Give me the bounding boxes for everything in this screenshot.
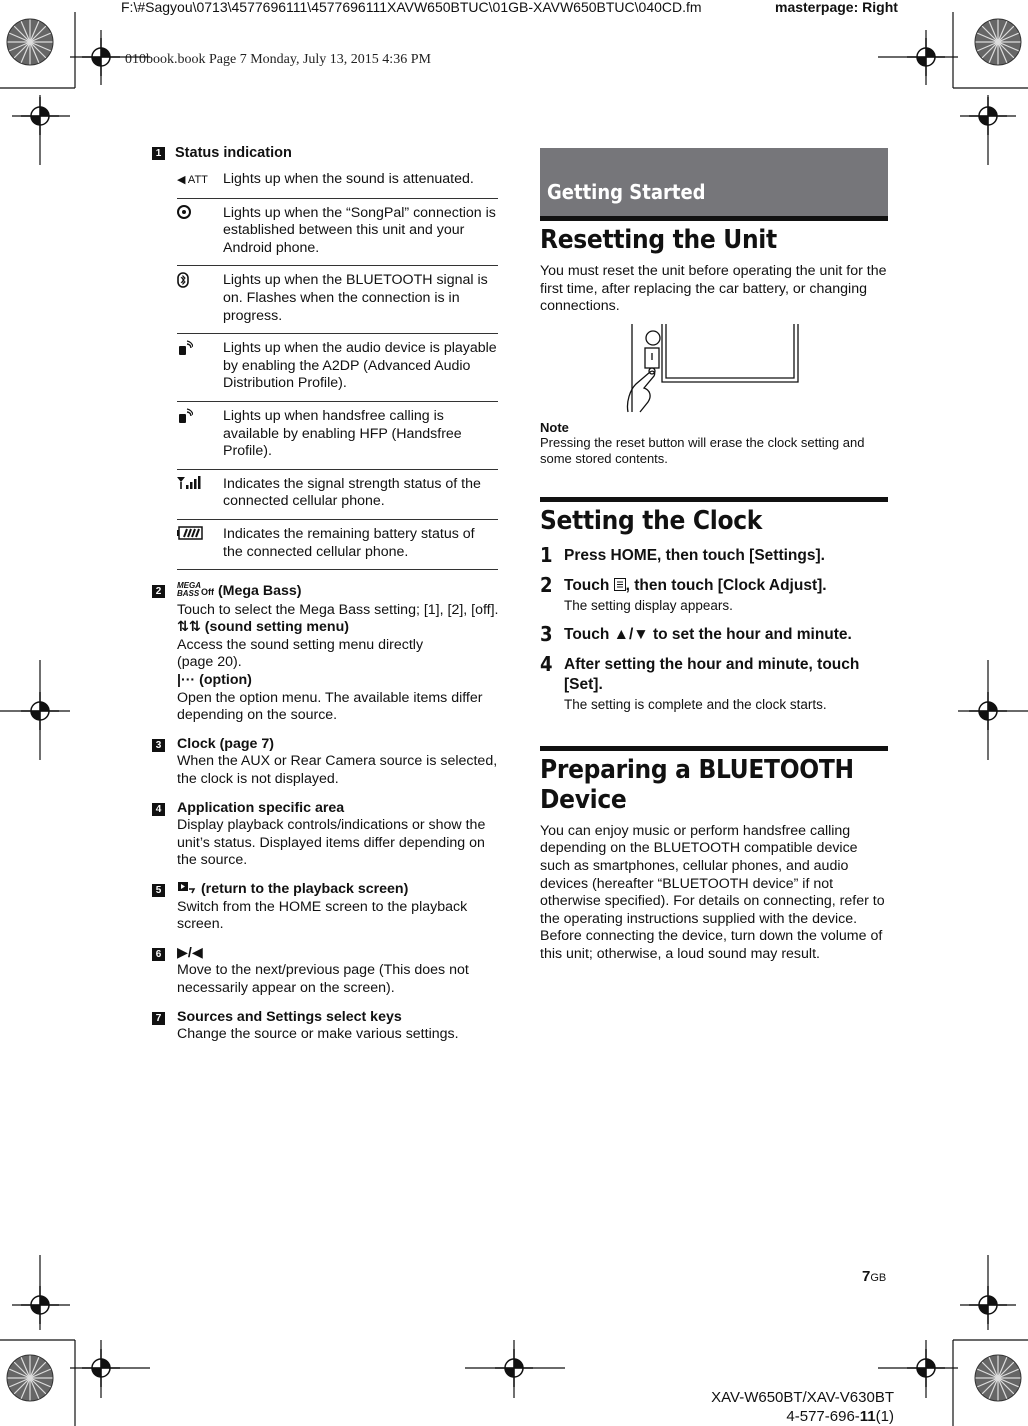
book-stamp: 010book.book Page 7 Monday, July 13, 2015 4:36 PM bbox=[125, 52, 431, 67]
reset-illustration bbox=[540, 322, 888, 414]
callout-number: 7 bbox=[152, 1012, 165, 1025]
list-item: 2 MEGA BASS Off (Mega Bass) Touch to select the Mega Bass setting; [1], [2], [off]. ⇅⇅ (sound setting menu) Access the sound setting menu directly (page 20). |··· (option) Open the option menu. The available items differ depending on the source. bbox=[152, 582, 502, 725]
page-number: 7GB bbox=[862, 1268, 887, 1285]
table-row: Indicates the signal strength status of the connected cellular phone. bbox=[177, 469, 498, 519]
reset-body: You must reset the unit before operating the unit for the first time, after replacing the car battery, or changing connections. bbox=[540, 263, 887, 315]
option-icon: |··· bbox=[177, 672, 196, 689]
table-row: Lights up when handsfree calling is available by enabling HFP (Handsfree Profile). bbox=[177, 401, 498, 469]
right-column bbox=[540, 148, 888, 964]
part-code: 4-577-696-11(1) bbox=[786, 1408, 894, 1425]
callout-number: 1 bbox=[152, 147, 165, 160]
step-item: 2 Touch , then touch [Clock Adjust]. The setting display appears. bbox=[540, 572, 827, 613]
clock-heading: Setting the Clock bbox=[540, 505, 763, 536]
battery-icon bbox=[177, 526, 203, 540]
list-item: 6 ▶/◀ Move to the next/previous page (This does not necessarily appear on the screen). bbox=[152, 945, 502, 998]
divider bbox=[540, 497, 888, 502]
audio-device-icon bbox=[177, 340, 193, 356]
left-column bbox=[152, 143, 502, 1055]
table-row: Lights up when the BLUETOOTH signal is on. Flashes when the connection is in progress. bbox=[177, 266, 498, 334]
divider bbox=[540, 216, 888, 221]
megabass-off-label: Off bbox=[201, 587, 214, 598]
note-body: Pressing the reset button will erase the clock setting and some stored contents. bbox=[540, 434, 865, 466]
step-item: 1 Press HOME, then touch [Settings]. bbox=[540, 542, 825, 567]
signal-strength-icon bbox=[177, 476, 201, 490]
masterpage-label: masterpage: Right bbox=[775, 0, 898, 15]
callout-number: 5 bbox=[152, 884, 165, 897]
callout-number: 6 bbox=[152, 948, 165, 961]
list-item: 4 Application specific area Display playback controls/indications or show the unit’s status. Displayed items differ depending on the source. bbox=[152, 800, 502, 870]
handsfree-icon bbox=[177, 408, 193, 424]
table-row: Lights up when the audio device is playable by enabling the A2DP (Advanced Audio Distribution Profile). bbox=[177, 334, 498, 402]
note-heading: Note bbox=[540, 419, 569, 435]
table-row: Lights up when the “SongPal” connection is established between this unit and your Android phone. bbox=[177, 198, 498, 266]
step-item: 3 Touch ▲/▼ to set the hour and minute. bbox=[540, 621, 852, 646]
table-row: ◀ ATT Lights up when the sound is attenuated. bbox=[177, 168, 498, 198]
att-icon: ◀ ATT bbox=[177, 174, 208, 186]
step-item: 4 After setting the hour and minute, touch [Set]. The setting is complete and the clock starts. bbox=[540, 651, 860, 712]
table-row: Indicates the remaining battery status of the connected cellular phone. bbox=[177, 519, 498, 569]
bluetooth-icon bbox=[177, 272, 189, 288]
settings-list-icon bbox=[614, 578, 626, 591]
list-item: 5 (return to the playback screen) Switch from the HOME screen to the playback screen. bbox=[152, 881, 502, 934]
return-playback-icon bbox=[177, 881, 197, 895]
status-table bbox=[177, 168, 498, 570]
file-path: F:\#Sagyou\0713\4577696111\4577696111XAVW650BTUC\01GB-XAVW650BTUC\040CD.fm bbox=[121, 0, 702, 15]
callout-number: 2 bbox=[152, 585, 165, 598]
divider bbox=[540, 746, 888, 751]
callout-number: 4 bbox=[152, 803, 165, 816]
list-item: 7 Sources and Settings select keys Change the source or make various settings. bbox=[152, 1009, 502, 1044]
reset-heading: Resetting the Unit bbox=[540, 225, 777, 255]
megabass-icon: MEGA BASS bbox=[177, 581, 201, 599]
next-page-icon: ▶ bbox=[177, 944, 188, 961]
bluetooth-body: You can enjoy music or perform handsfree calling depending on the BLUETOOTH compatible device such as smartphones, cellular phones, and audio devices (hereafter “BLUETOOTH device” if not otherwise specified). For details on connecting, refer to the operating instructions supplied with the device. bbox=[540, 822, 885, 927]
callout-number: 3 bbox=[152, 739, 165, 752]
songpal-icon bbox=[177, 205, 191, 219]
section-band: Getting Started bbox=[540, 148, 888, 216]
list-item: 3 Clock (page 7) When the AUX or Rear Camera source is selected, the clock is not displayed. bbox=[152, 736, 502, 789]
previous-page-icon: ◀ bbox=[191, 944, 203, 961]
sound-setting-icon: ⇅⇅ bbox=[177, 619, 201, 636]
status-indication-heading: 1 Status indication bbox=[152, 145, 502, 161]
bluetooth-heading: Preparing a BLUETOOTH Device bbox=[540, 754, 854, 815]
bluetooth-body-2: Before connecting the device, turn down the volume of this unit; otherwise, a loud sound may result. bbox=[540, 928, 883, 962]
model-info: XAV-W650BT/XAV-V630BT 4-577-696-11(1) bbox=[711, 1389, 894, 1425]
